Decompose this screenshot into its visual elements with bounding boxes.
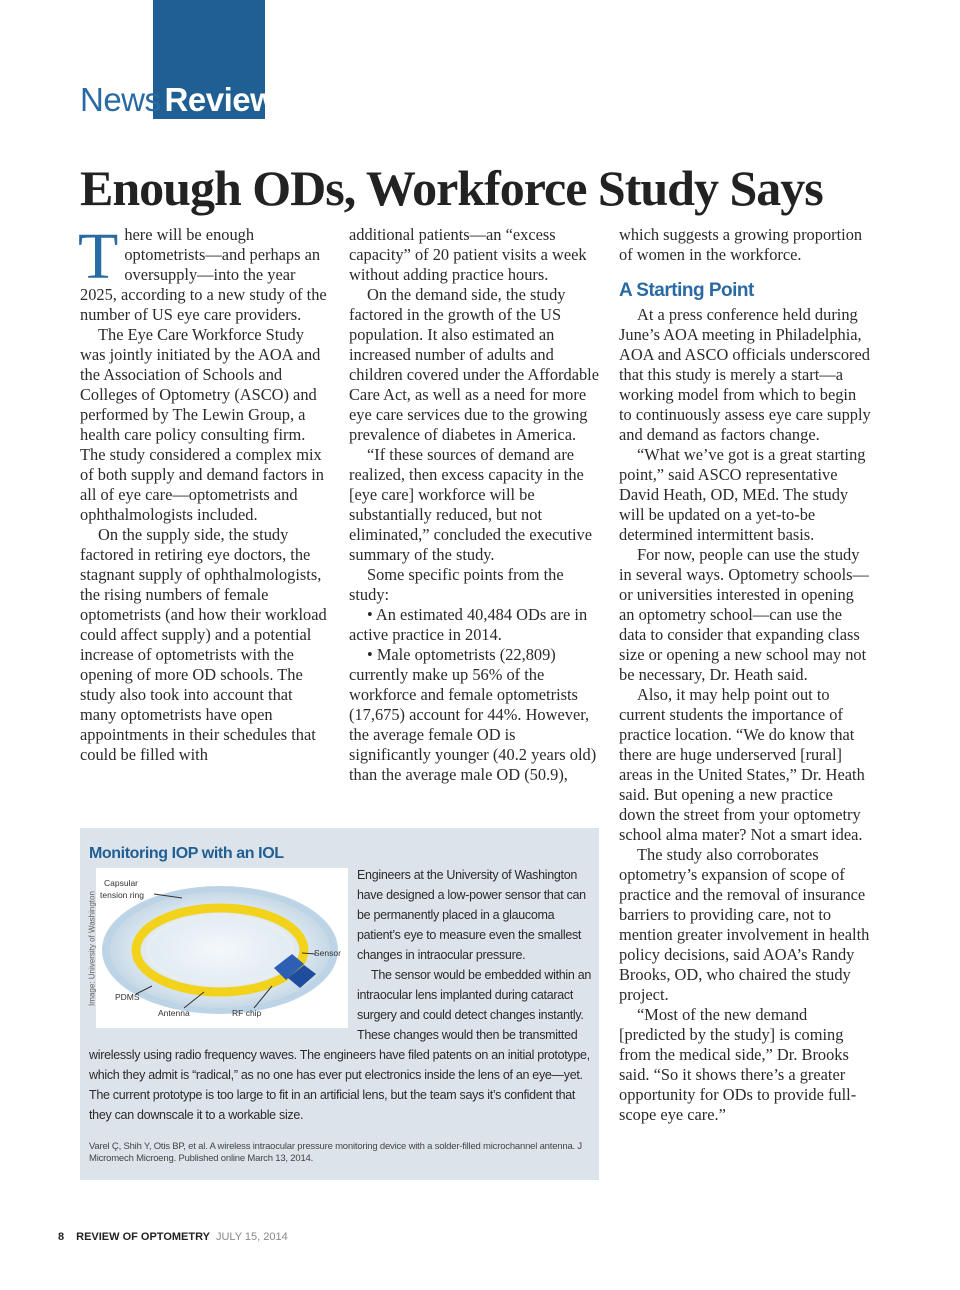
bullet-item: • Male optometrists (22,809) currently make up 56% of the workforce and female optometrists (17,675) account for 44%. However, the average female OD is significantly younger (40.2 years old) than the average male OD (50.9), <box>349 645 597 784</box>
paragraph: additional patients—an “excess capacity” of 20 patient visits a week without adding practice hours. <box>349 225 587 284</box>
sidebar-body <box>89 865 594 1125</box>
image-credit-text: Image: University of Washington <box>87 891 97 1006</box>
subhead: A Starting Point <box>619 280 754 301</box>
article-column-2 <box>349 225 601 785</box>
figure-spacer <box>89 865 357 1045</box>
paragraph: For now, people can use the study in several ways. Optometry schools—or universities interested in opening an optometry school—can use the data to consider that expanding class size or opening a new school may not be necessary, Dr. Heath said. <box>619 545 869 684</box>
paragraph: On the demand side, the study factored in the growth of the US population. It also estimated an increased number of adults and children covered under the Affordable Care Act, as well as a need for more eye care services due to the growing prevalence of diabetes in America. <box>349 285 600 444</box>
sidebar-box <box>80 828 599 1180</box>
section-label-news: News <box>80 81 161 118</box>
paragraph: “What we’ve got is a great starting point,” said ASCO representative David Heath, OD, MEd. The study will be updated on a yet-to-be determined intermittent basis. <box>619 445 866 544</box>
sidebar-paragraph: The sensor would be embedded within an intraocular lens implanted during cataract surgery and could detect changes instantly. These changes would then be transmitted wirelessly using radio frequency waves. The engineers have filed patents on an initial prototype, which they admit is “radical,” as no one has ever put electronics inside the lens of an eye—yet. The current prototype is too large to fit in an artificial lens, but the team says it’s confident that they can downscale it to a workable size. <box>89 968 591 1122</box>
paragraph: which suggests a growing proportion of women in the workforce. <box>619 225 863 264</box>
paragraph: “If these sources of demand are realized, then excess capacity in the [eye care] workforce will be substantially reduced, but not eliminated,” concluded the executive summary of the study. <box>349 445 593 564</box>
issue-date: JULY 15, 2014 <box>215 1231 288 1243</box>
label-tension-ring: tension ring <box>100 890 144 900</box>
publication-name: REVIEW OF OPTOMETRY <box>76 1231 210 1243</box>
page-footer <box>58 1231 288 1243</box>
sidebar-paragraph: Engineers at the University of Washington have designed a low-power sensor that can be permanently placed in a glaucoma patient’s eye to measure even the smallest changes in intraocular pressure. <box>357 868 586 962</box>
paragraph: Some specific points from the study: <box>349 565 564 604</box>
paragraph-intro <box>78 220 330 325</box>
label-sensor: Sensor <box>314 948 341 958</box>
label-rf-chip: RF chip <box>232 1008 262 1018</box>
page-number: 8 <box>58 1231 65 1243</box>
article-column-3 <box>619 225 871 1125</box>
headline: Enough ODs, Workforce Study Says <box>80 160 823 216</box>
section-label <box>80 80 275 120</box>
label-pdms: PDMS <box>115 992 140 1002</box>
section-label-review: Review <box>164 81 276 118</box>
intro-text: here will be enough optometrists—and perhaps an oversupply—into the year 2025, according to a new study of the number of US eye care providers. <box>80 225 327 324</box>
article-column-1 <box>78 220 330 765</box>
label-antenna: Antenna <box>158 1008 190 1018</box>
paragraph: At a press conference held during June’s AOA meeting in Philadelphia, AOA and ASCO officials underscored that this study is merely a start—a working model from which to begin to continuously assess eye care supply and demand as factors change. <box>619 305 871 444</box>
drop-cap: T <box>78 220 119 293</box>
paragraph: Also, it may help point out to current students the importance of practice location. “We do know that there are huge underserved [rural] areas in the United States,” Dr. Heath said. But opening a new practice down the street from your optometry school alma mater? Not a smart idea. <box>619 685 865 844</box>
label-capsular: Capsular <box>104 878 139 888</box>
paragraph: On the supply side, the study factored in retiring eye doctors, the stagnant supply of ophthalmologists, the rising numbers of female optometrists (and how their workload could affect supply) and a potential increase of optometrists with the opening of more OD schools. The study also took into account that many optometrists have open appointments in their schedules that could be filled with <box>80 525 327 764</box>
bullet-item: • An estimated 40,484 ODs are in active practice in 2014. <box>349 605 588 644</box>
citation: Varel Ç, Shih Y, Otis BP, et al. A wireless intraocular pressure monitoring device with a solder-filled microchannel antenna. J Micromech Microeng. Published online March 13, 2014. <box>89 1141 582 1164</box>
paragraph: The Eye Care Workforce Study was jointly initiated by the AOA and the Association of Schools and Colleges of Optometry (ASCO) and performed by The Lewin Group, a health care policy consulting firm. The study considered a complex mix of both supply and demand factors in all of eye care—optometrists and ophthalmologists included. <box>80 325 324 524</box>
paragraph: “Most of the new demand [predicted by the study] is coming from the medical side,” Dr. Brooks said. “So it shows there’s a greater opportunity for ODs to provide full-scope eye care.” <box>619 1005 857 1124</box>
paragraph: The study also corroborates optometry’s expansion of scope of practice and the removal of insurance barriers to providing care, not to mention greater involvement in health policy decisions, said AOA’s Randy Brooks, OD, who chaired the study project. <box>619 845 870 1004</box>
sidebar-title: Monitoring IOP with an IOL <box>89 845 284 862</box>
